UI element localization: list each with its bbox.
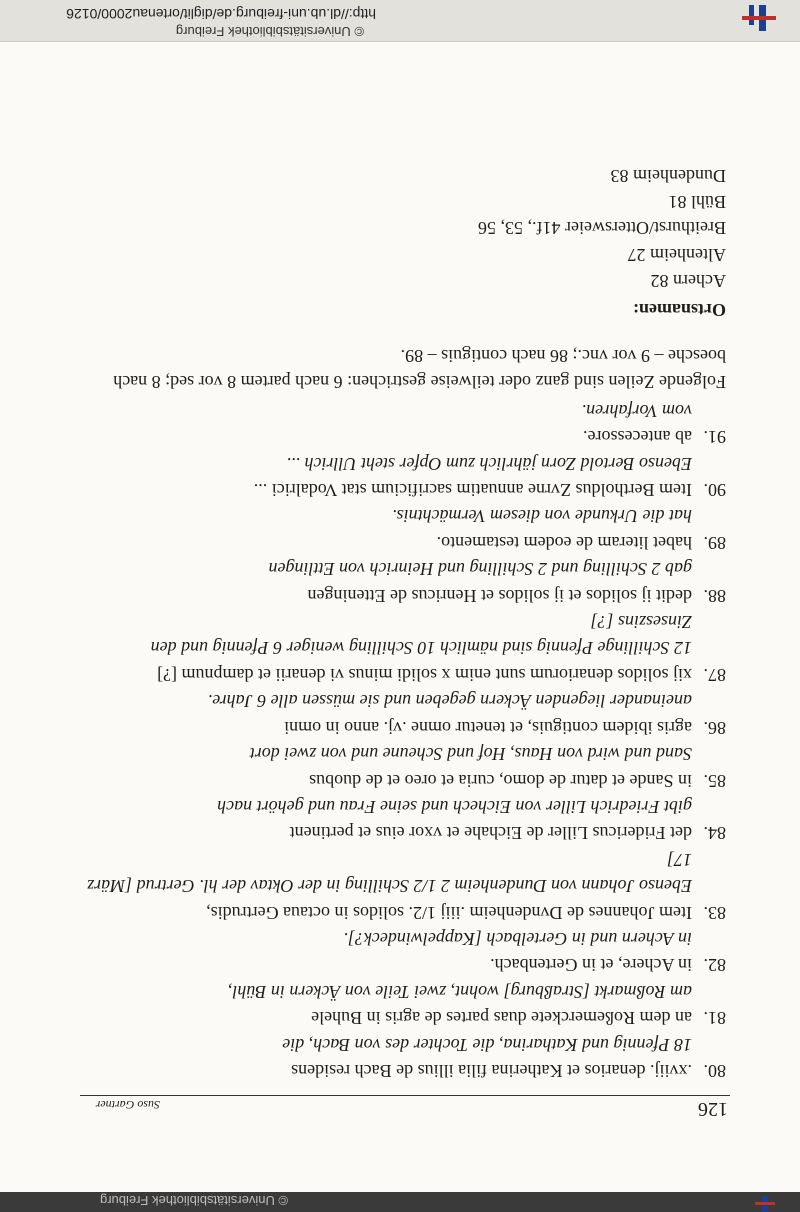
entry-number: 89. <box>703 532 726 553</box>
transcription-entry <box>76 450 726 503</box>
transcription-entry <box>76 978 726 1031</box>
german-translation: hat die Urkunde von diesem Vermächtnis. <box>392 506 692 527</box>
entry-number: 81. <box>703 1008 726 1029</box>
university-logo-icon <box>752 1192 778 1212</box>
transcription-entry <box>76 397 726 450</box>
entry-number: 85. <box>703 770 726 791</box>
german-translation: Ebenso Johann von Dundenheim 2 1/2 Schilling in der Oktav der hl. Gertrud [März 17] <box>87 849 692 897</box>
latin-text: dedit ij solidos et ij solidos et Henricus de Etteningen <box>307 585 692 606</box>
latin-text: agris ibidem contiguis, et tenetur omne .vj. anno in omni <box>284 717 692 738</box>
place-name: Breithurst/Ottersweier 41f., 53, 56 <box>478 218 726 239</box>
entry-number: 88. <box>703 585 726 606</box>
latin-text: Item Bertholdus Zvrne annuatim sacrificium stat Vodalrici ... <box>253 480 692 501</box>
place-name: Altenheim 27 <box>627 244 726 265</box>
transcription-entry <box>76 1031 726 1084</box>
transcription-entry <box>76 556 726 609</box>
transcription-entry <box>76 688 726 741</box>
entry-number: 83. <box>703 902 726 923</box>
german-translation: gibt Friedrich Liller von Eichech und seine Frau und gehört nach <box>217 796 692 817</box>
place-name: Dundenheim 83 <box>610 165 726 186</box>
university-logo-icon <box>738 1 778 31</box>
german-translation: aneinander liegenden Äckern gegeben und sie müssen alle 6 Jahre. <box>207 691 692 712</box>
latin-text: ab antecessore. <box>583 427 692 448</box>
page-body <box>76 162 726 1084</box>
entry-number: 91. <box>703 427 726 448</box>
entry-number: 90. <box>703 480 726 501</box>
place-name: Bühl 81 <box>668 192 726 212</box>
latin-text: Item Johannes de Dvndenheim .iiij 1/2. solidos in octaua Gertrudis, <box>206 902 692 923</box>
german-translation: am Roßmarkt [Straßburg] wohnt, zwei Teile von Äckern in Bühl, <box>227 981 692 1002</box>
transcription-entry <box>76 741 726 794</box>
entry-number: 84. <box>703 823 726 844</box>
running-head: Suso Gartner <box>95 1098 160 1112</box>
place-name: Achern 82 <box>650 271 726 292</box>
entry-number: 82. <box>703 955 726 976</box>
latin-text: .xviij. denarios et Katherina filia illius de Bach residens <box>291 1061 692 1081</box>
german-translation: 18 Pfennig und Katharina, die Tochter des von Bach, die <box>282 1034 692 1055</box>
place-list <box>76 162 726 294</box>
transcription-entry <box>76 926 726 979</box>
institution-text: © Universitätsbibliothek Freiburg <box>175 24 364 39</box>
source-url[interactable]: http://dl.ub.uni-freiburg.de/diglit/ortenau2000/0126 <box>66 6 376 22</box>
latin-text: xij solidos denariorum sunt enim x solidi minus vi denarii et dampnum [?] <box>157 664 692 685</box>
german-translation: gab 2 Schilling und 2 Schilling und Heinrich von Ettlingen <box>268 559 692 580</box>
transcription-entry <box>76 503 726 556</box>
viewer-header-bar <box>0 0 800 42</box>
viewer-footer-bar <box>0 1192 800 1212</box>
page-number: 126 <box>698 1098 728 1120</box>
latin-text: in Achere, et in Gertenbach. <box>490 955 692 976</box>
places-heading: Ortsnamen: <box>633 299 726 320</box>
deletion-note: Folgende Zeilen sind ganz oder teilweise gestrichen: 6 nach partem 8 vor sed; 8 nach boesche – 9 vor vnc.; 86 nach contiguis – 89. <box>113 346 726 393</box>
german-translation: Ebenso Bertold Zorn jährlich zum Opfer steht Ullrich ... <box>286 453 692 474</box>
german-translation: 12 Schillinge Pfennig sind nämlich 10 Schilling weniger 6 Pfennig und den Zinseszins [?] <box>150 612 692 659</box>
entry-list <box>76 397 726 1084</box>
latin-text: in Sande et datur de domo, curia et oreo et de duobus <box>309 770 692 791</box>
transcription-entry <box>76 794 726 847</box>
entry-number: 80. <box>703 1061 726 1081</box>
footer-institution-text: © Universitätsbibliothek Freiburg <box>100 1193 289 1208</box>
latin-text: det Fridericus Liller de Eichahe et vxor eius et pertinent <box>289 823 692 844</box>
german-translation: vom Vorfahren. <box>581 400 692 421</box>
latin-text: an dem Roßemerckete duas partes de agris in Buhele <box>311 1008 692 1029</box>
entry-number: 87. <box>703 664 726 685</box>
header-rule <box>80 1095 730 1096</box>
entry-number: 86. <box>703 717 726 738</box>
german-translation: in Achern und in Gertelbach [Kappelwindeck?]. <box>343 928 692 949</box>
transcription-entry <box>76 846 726 925</box>
german-translation: Sand und wird von Haus, Hof und Scheune und von zwei dort <box>249 744 692 765</box>
latin-text: habet literam de eodem testamento. <box>436 532 692 553</box>
transcription-entry <box>76 609 726 688</box>
